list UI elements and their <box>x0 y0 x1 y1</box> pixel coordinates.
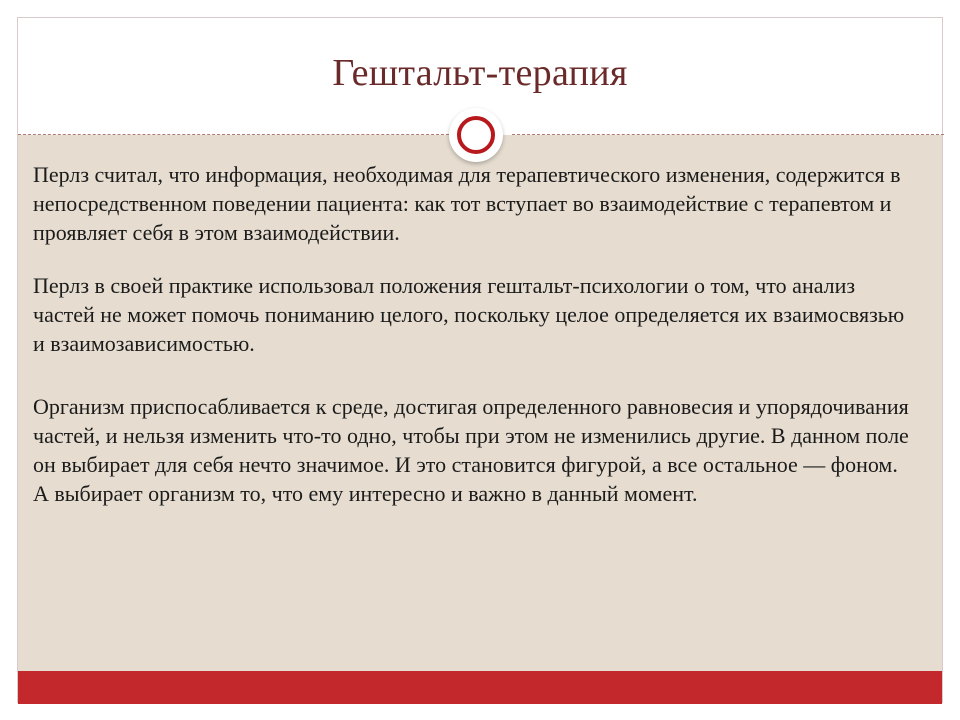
paragraph-3: Организм приспосабливается к среде, достигая определенного равновесия и упорядочивания частей, и нельзя изменить что-то одно, чтобы при этом не изменились другие. В данном поле он выбирает для себя нечто значимое. И это становится фигурой, а все остальное — фоном. А выбирает организм то, что ему интересно и важно в данный момент. <box>33 394 909 506</box>
content-area <box>33 160 913 532</box>
paragraph-1: Перлз считал, что информация, необходимая для терапевтического изменения, содержится в непосредственном поведении пациента: как тот вступает во взаимодействие с терапевтом и проявляет себя в этом взаимодействии. <box>33 162 901 245</box>
circle-ornament-icon <box>449 108 503 162</box>
paragraph-2: Перлз в своей практике использовал положения гештальт-психологии о том, что анализ частей не может помочь пониманию целого, поскольку целое определяется их взаимосвязью и взаимозависимостью. <box>33 273 905 356</box>
slide-title: Гештальт-терапия <box>332 52 628 94</box>
circle-ring-icon <box>457 116 495 154</box>
bottom-accent-bar <box>18 671 942 704</box>
